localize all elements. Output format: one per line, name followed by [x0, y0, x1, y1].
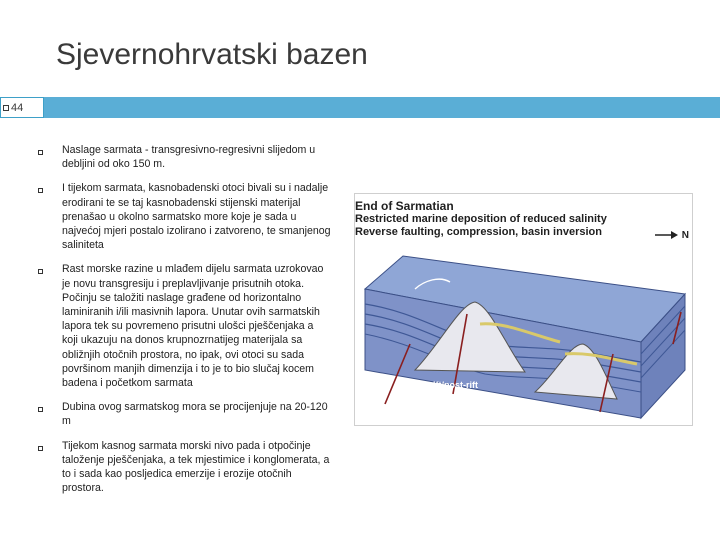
bullet-square-icon — [38, 188, 43, 193]
bullet-square-icon — [38, 446, 43, 451]
slide-title: Sjevernohrvatski bazen — [56, 38, 368, 71]
list-item — [36, 181, 331, 252]
slide-number-box — [0, 97, 44, 118]
figure-title: End of Sarmatian — [355, 199, 454, 213]
list-item — [36, 400, 331, 428]
list-item — [36, 439, 331, 496]
bullet-text: Tijekom kasnog sarmata morski nivo pada i otpočinje taloženje pješčenjaka, a tek mjestimice i konglomerata, a to i sada kao posljedica emerzije i erozije otočnih prostora. — [62, 439, 330, 495]
bullet-square-icon — [38, 150, 43, 155]
header-bar — [0, 97, 720, 118]
bullet-text: I tijekom sarmata, kasnobadenski otoci bivali su i nadalje erodirani te se taj kasnobadenski stijenski materijal prenašao u okolno sarmatsko more koje je sada u najvećoj mjeri postalo izolirano i zatvoreno, te smanjenog saliniteta — [62, 182, 331, 252]
bullet-square-icon — [38, 269, 43, 274]
bullet-text: Dubina ovog sarmatskog mora se procijenjuje na 20-120 m — [62, 401, 328, 428]
list-item — [36, 262, 331, 390]
bullet-text: Naslage sarmata - transgresivno-regresivni slijedom u debljini od oko 150 m. — [62, 144, 316, 171]
figure-line-1: Restricted marine deposition of reduced salinity — [355, 213, 607, 225]
block-diagram — [355, 194, 692, 425]
bullet-square-icon — [38, 407, 43, 412]
list-item — [36, 143, 331, 171]
figure-line-2: Reverse faulting, compression, basin inversion — [355, 226, 602, 238]
bullet-list — [36, 143, 331, 505]
boundary-label-2: boundary — [419, 391, 461, 401]
north-label: N — [681, 230, 690, 241]
bullet-text: Rast morske razine u mlađem dijelu sarmata uzrokovao je novu transgresiju i preplavljivanje prisutnih otoka. Počinju se taložiti naslage građene od horizontalno laminiranih i/ili masivnih lapora. Unutar ovih sarmatskih lapora tek su povremeno prisutni ulošci pješčenjaka a koji ukazuju na donos krupnozrnatijeg materijala sa obližnjih otočnih prostora, no ipak, ovi otoci su sada površinom manjih dimenzija i to je to bio slučaj kocem badena i početkom sarmata — [62, 263, 324, 390]
geology-figure — [354, 193, 693, 426]
accent-stripe — [44, 97, 720, 118]
bullet-square-icon — [3, 105, 9, 111]
slide-number: 44 — [11, 101, 24, 114]
boundary-label-1: syn-rift/post-rift — [411, 380, 478, 390]
